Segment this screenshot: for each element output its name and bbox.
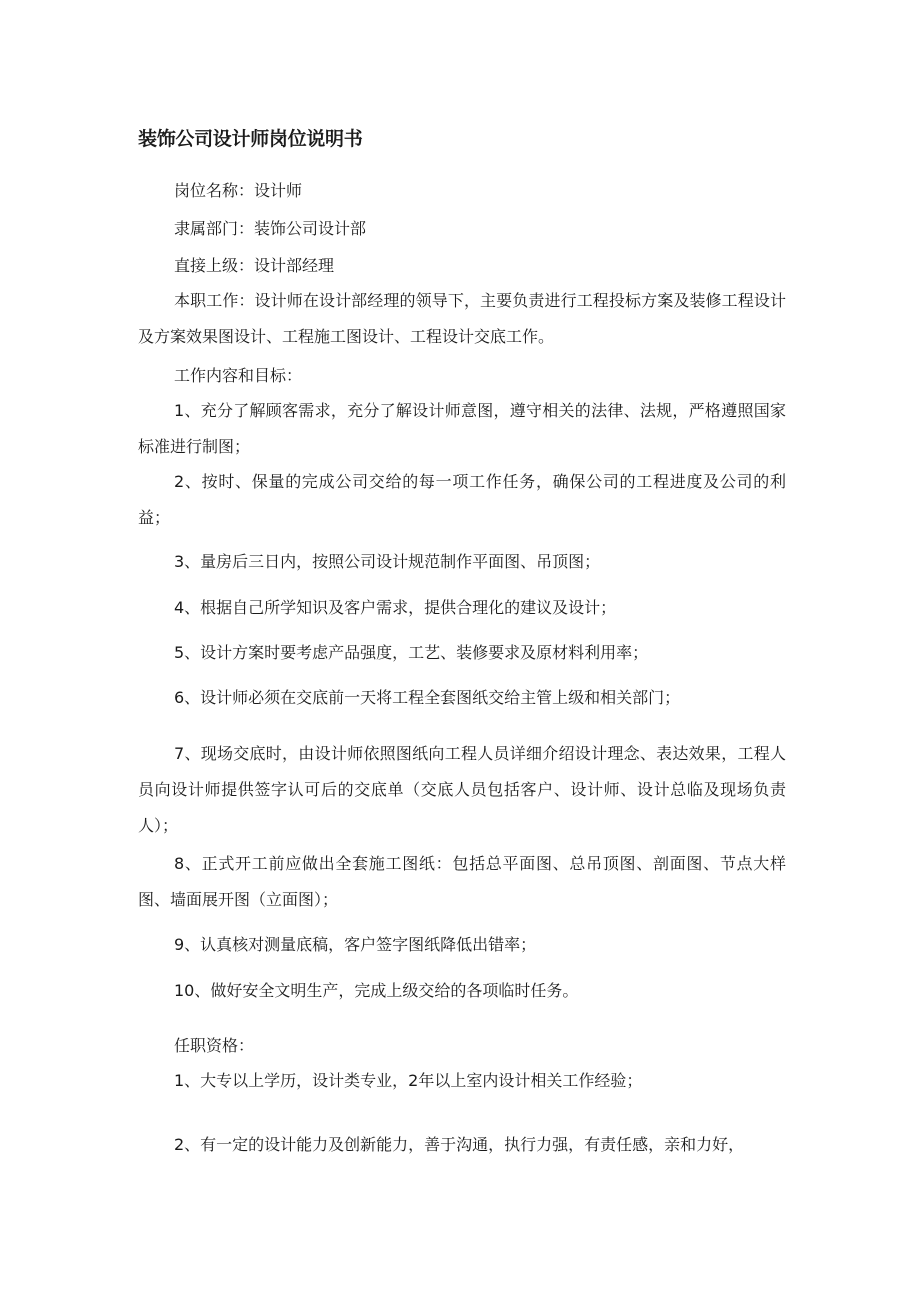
- work-item-10: 10、做好安全文明生产，完成上级交给的各项临时任务。: [174, 981, 579, 1000]
- qualification-heading: 任职资格：: [174, 1036, 255, 1055]
- qualification-item-2: 2、有一定的设计能力及创新能力，善于沟通，执行力强，有责任感，亲和力好，: [174, 1135, 745, 1154]
- work-content-heading: 工作内容和目标：: [174, 366, 303, 385]
- direct-superior: 直接上级：设计部经理: [174, 256, 335, 275]
- position-name: 岗位名称：设计师: [174, 181, 303, 200]
- work-item-9: 9、认真核对测量底稿，客户签字图纸降低出错率；: [174, 935, 537, 954]
- work-item-6: 6、设计师必须在交底前一天将工程全套图纸交给主管上级和相关部门；: [174, 688, 681, 707]
- work-item-1: 1、充分了解顾客需求，充分了解设计师意图，遵守相关的法律、法规，严格遵照国家标准进行制图；: [138, 401, 786, 456]
- work-item-3: 3、量房后三日内，按照公司设计规范制作平面图、吊顶图；: [174, 552, 601, 571]
- work-item-2: 2、按时、保量的完成公司交给的每一项工作任务，确保公司的工程进度及公司的利益；: [138, 472, 786, 527]
- document-title: 装饰公司设计师岗位说明书: [138, 128, 363, 150]
- department: 隶属部门：装饰公司设计部: [174, 219, 367, 238]
- qualification-item-1: 1、大专以上学历，设计类专业，2年以上室内设计相关工作经验；: [174, 1071, 643, 1090]
- job-duty-paragraph: 本职工作：设计师在设计部经理的领导下，主要负责进行工程投标方案及装修工程设计及方案效果图设计、工程施工图设计、工程设计交底工作。: [138, 291, 786, 346]
- work-item-7: 7、现场交底时，由设计师依照图纸向工程人员详细介绍设计理念、表达效果，工程人员向设计师提供签字认可后的交底单（交底人员包括客户、设计师、设计总临及现场负责人）；: [138, 744, 786, 835]
- work-item-8: 8、正式开工前应做出全套施工图纸：包括总平面图、总吊顶图、剖面图、节点大样图、墙面展开图（立面图）；: [138, 854, 786, 909]
- work-item-5: 5、设计方案时要考虑产品强度，工艺、装修要求及原材料利用率；: [174, 643, 649, 662]
- work-item-4: 4、根据自己所学知识及客户需求，提供合理化的建议及设计；: [174, 598, 617, 617]
